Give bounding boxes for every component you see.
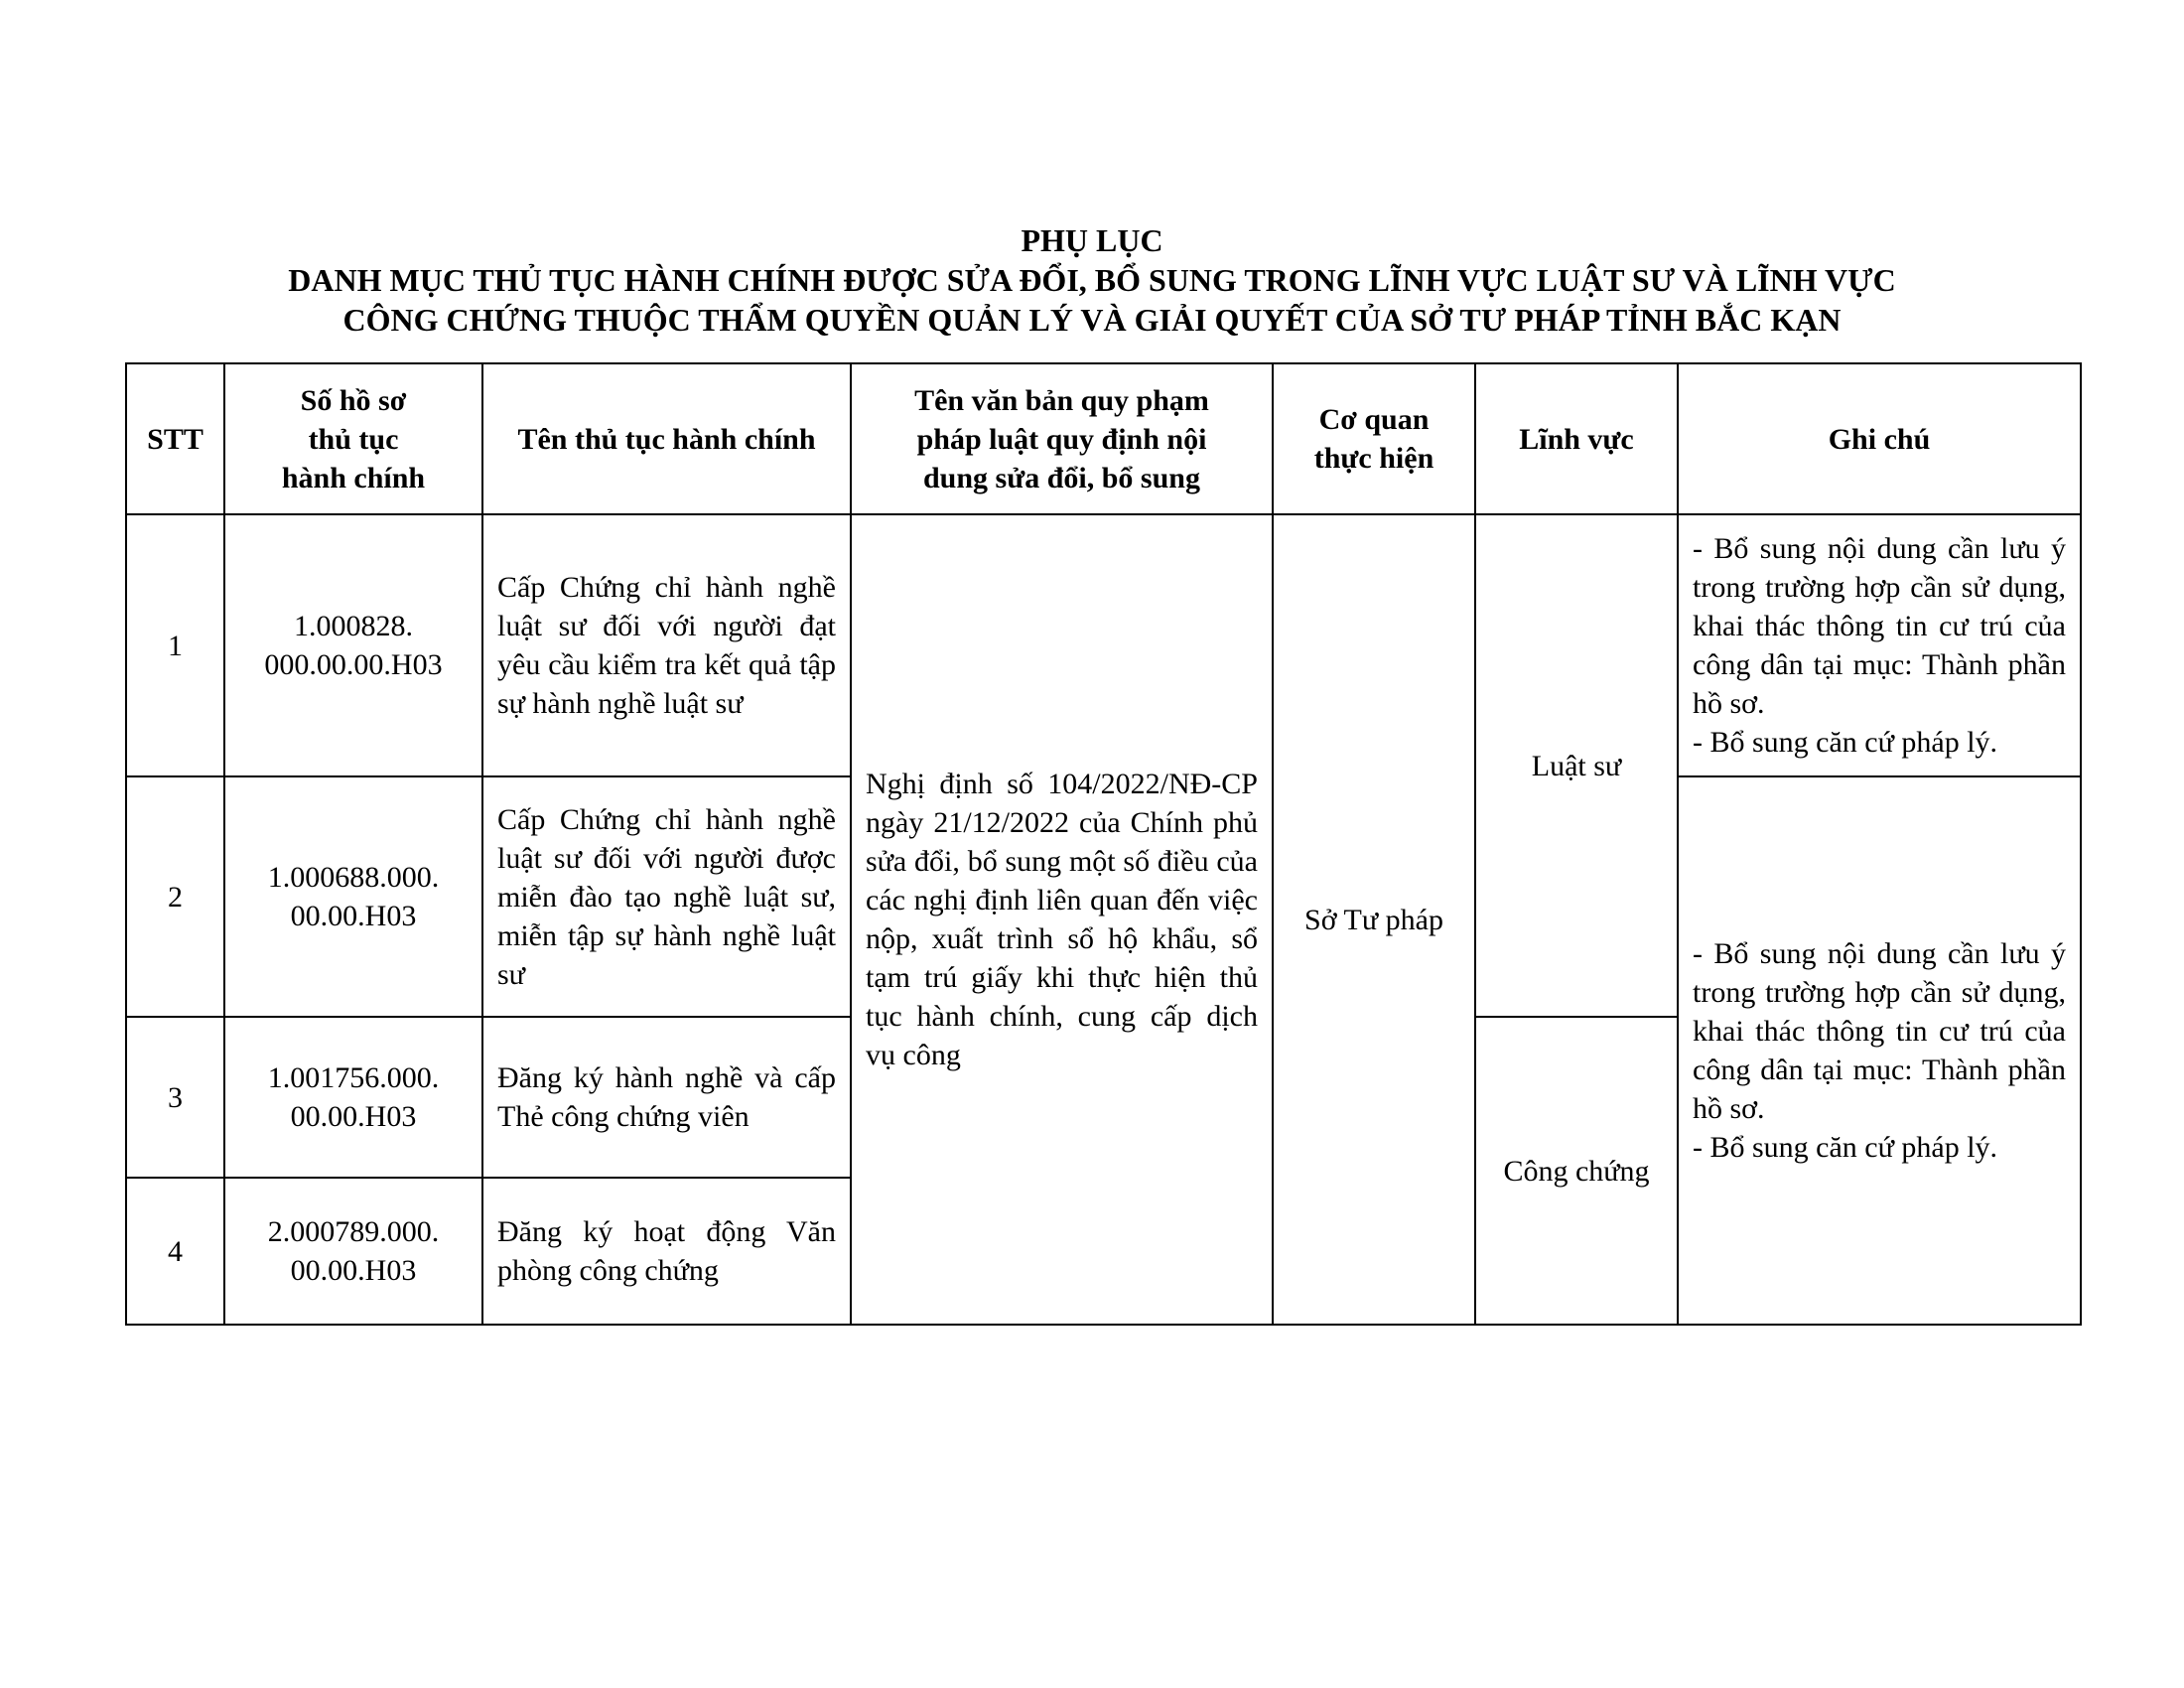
header-stt: STT (126, 363, 224, 514)
title-line-1: PHỤ LỤC (1021, 222, 1163, 258)
field-notary-cell: Công chứng (1475, 1017, 1678, 1325)
row-procedure-code: 1.000828. 000.00.00.H03 (224, 514, 482, 776)
row-procedure-code: 1.000688.000. 00.00.H03 (224, 776, 482, 1017)
header-legal-document: Tên văn bản quy phạm pháp luật quy định nội dung sửa đổi, bổ sung (851, 363, 1273, 514)
note-cell-lawyer: - Bổ sung nội dung cần lưu ý trong trường hợp cần sử dụng, khai thác thông tin cư trú của công dân tại mục: Thành phần hồ sơ. - Bổ sung căn cứ pháp lý. (1678, 514, 2081, 776)
row-procedure-name: Cấp Chứng chỉ hành nghề luật sư đối với người được miễn đào tạo nghề luật sư, miễn tập sự hành nghề luật sư (482, 776, 851, 1017)
legal-basis-cell: Nghị định số 104/2022/NĐ-CP ngày 21/12/2022 của Chính phủ sửa đổi, bổ sung một số điều của các nghị định liên quan đến việc nộp, xuất trình sổ hộ khẩu, sổ tạm trú giấy khi thực hiện thủ tục hành chính, cung cấp dịch vụ công (851, 514, 1273, 1325)
row-stt: 2 (126, 776, 224, 1017)
agency-cell: Sở Tư pháp (1273, 514, 1475, 1325)
header-agency: Cơ quan thực hiện (1273, 363, 1475, 514)
title-line-3: CÔNG CHỨNG THUỘC THẨM QUYỀN QUẢN LÝ VÀ GIẢI QUYẾT CỦA SỞ TƯ PHÁP TỈNH BẮC KẠN (342, 302, 1842, 338)
header-procedure-code: Số hồ sơ thủ tục hành chính (224, 363, 482, 514)
row-stt: 3 (126, 1017, 224, 1178)
header-procedure-name: Tên thủ tục hành chính (482, 363, 851, 514)
header-field: Lĩnh vực (1475, 363, 1678, 514)
row-stt: 1 (126, 514, 224, 776)
row-procedure-code: 2.000789.000. 00.00.H03 (224, 1178, 482, 1325)
row-procedure-name: Cấp Chứng chỉ hành nghề luật sư đối với người đạt yêu cầu kiểm tra kết quả tập sự hành nghề luật sư (482, 514, 851, 776)
field-lawyer-cell: Luật sư (1475, 514, 1678, 1017)
procedures-table (125, 362, 2082, 1326)
table-row (126, 514, 2081, 776)
row-procedure-name: Đăng ký hoạt động Văn phòng công chứng (482, 1178, 851, 1325)
row-stt: 4 (126, 1178, 224, 1325)
title-line-2: DANH MỤC THỦ TỤC HÀNH CHÍNH ĐƯỢC SỬA ĐỔI, BỔ SUNG TRONG LĨNH VỰC LUẬT SƯ VÀ LĨNH VỰC (288, 262, 1896, 298)
table-header-row (126, 363, 2081, 514)
note-cell-shared: - Bổ sung nội dung cần lưu ý trong trường hợp cần sử dụng, khai thác thông tin cư trú của công dân tại mục: Thành phần hồ sơ. - Bổ sung căn cứ pháp lý. (1678, 776, 2081, 1325)
document-title (0, 220, 2184, 340)
row-procedure-code: 1.001756.000. 00.00.H03 (224, 1017, 482, 1178)
row-procedure-name: Đăng ký hành nghề và cấp Thẻ công chứng viên (482, 1017, 851, 1178)
header-note: Ghi chú (1678, 363, 2081, 514)
